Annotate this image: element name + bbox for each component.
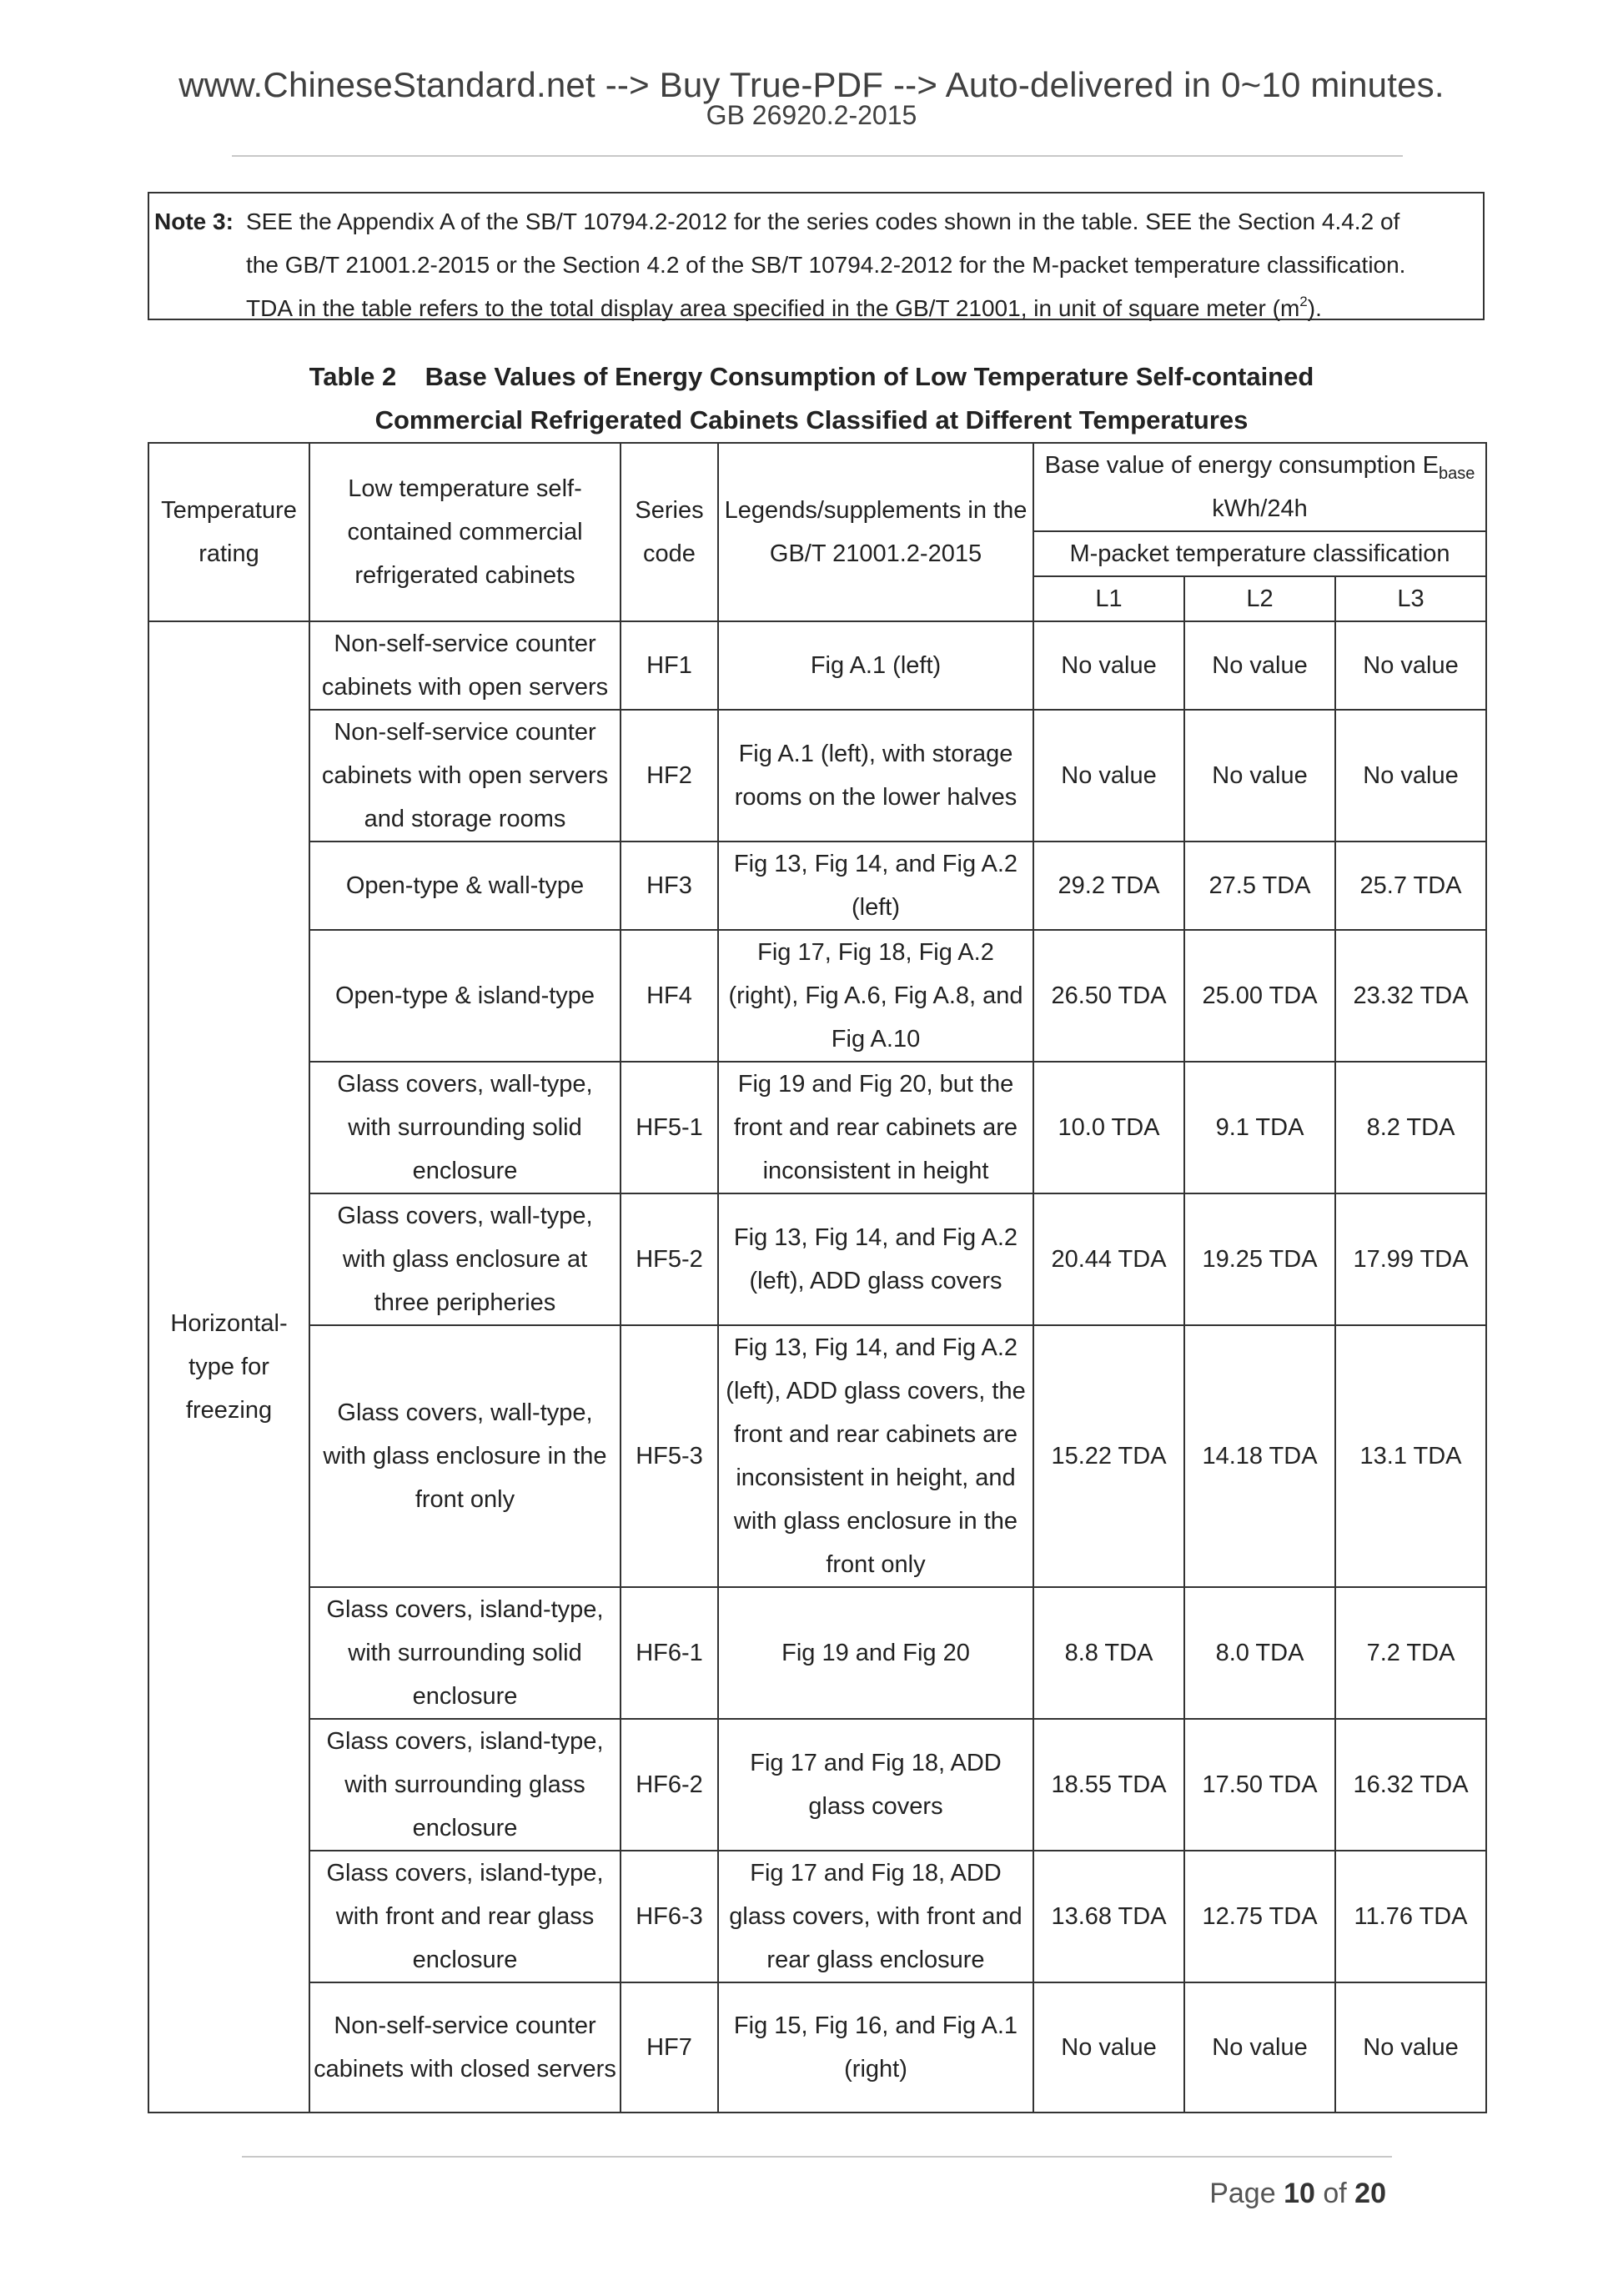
l3-value-cell: 16.32 TDA [1335, 1719, 1486, 1851]
note-line-3-text: TDA in the table refers to the total display area specified in the GB/T 21001, in unit of square meter (m [246, 295, 1300, 321]
l1-value-cell: No value [1033, 710, 1184, 842]
series-code-cell: HF2 [621, 710, 718, 842]
table-row [148, 1325, 1486, 1587]
l2-value-cell: 19.25 TDA [1184, 1193, 1335, 1325]
cabinet-type-cell: Glass covers, wall-type, with surrounding solid enclosure [309, 1062, 621, 1193]
table-title-line-1: Table 2 Base Values of Energy Consumption of Low Temperature Self-contained [309, 362, 1314, 391]
table-row [148, 1587, 1486, 1719]
note-line-3 [246, 287, 1479, 330]
standard-code: GB 26920.2-2015 [706, 100, 917, 130]
legend-cell: Fig 15, Fig 16, and Fig A.1 (right) [718, 1982, 1033, 2113]
cabinet-type-cell: Glass covers, island-type, with surrounding glass enclosure [309, 1719, 621, 1851]
note-text [246, 200, 1479, 330]
l3-value-cell: 7.2 TDA [1335, 1587, 1486, 1719]
l1-value-cell: 20.44 TDA [1033, 1193, 1184, 1325]
page-total: 20 [1354, 2178, 1386, 2209]
l2-value-cell: No value [1184, 710, 1335, 842]
header-l3: L3 [1335, 576, 1486, 621]
series-code-cell: HF5-3 [621, 1325, 718, 1587]
l2-value-cell: No value [1184, 621, 1335, 710]
series-code-cell: HF6-1 [621, 1587, 718, 1719]
series-code-cell: HF5-1 [621, 1062, 718, 1193]
l2-value-cell: No value [1184, 1982, 1335, 2113]
series-code-cell: HF6-2 [621, 1719, 718, 1851]
l3-value-cell: 23.32 TDA [1335, 930, 1486, 1062]
l1-value-cell: 18.55 TDA [1033, 1719, 1184, 1851]
table-row [148, 621, 1486, 710]
l3-value-cell: 25.7 TDA [1335, 842, 1486, 930]
cabinet-type-cell: Glass covers, island-type, with front and rear glass enclosure [309, 1851, 621, 1982]
cabinet-type-cell: Non-self-service counter cabinets with open servers and storage rooms [309, 710, 621, 842]
cabinet-type-cell: Open-type & wall-type [309, 842, 621, 930]
series-code-cell: HF4 [621, 930, 718, 1062]
header-mpacket-classification: M-packet temperature classification [1033, 531, 1486, 576]
l2-value-cell: 12.75 TDA [1184, 1851, 1335, 1982]
l2-value-cell: 9.1 TDA [1184, 1062, 1335, 1193]
l1-value-cell: 8.8 TDA [1033, 1587, 1184, 1719]
legend-cell: Fig 13, Fig 14, and Fig A.2 (left), ADD glass covers, the front and rear cabinets are inconsistent in height, and with glass enclosure in the front only [718, 1325, 1033, 1587]
header-l1: L1 [1033, 576, 1184, 621]
l2-value-cell: 27.5 TDA [1184, 842, 1335, 930]
l3-value-cell: 8.2 TDA [1335, 1062, 1486, 1193]
note-box [148, 192, 1485, 320]
l3-value-cell: No value [1335, 621, 1486, 710]
legend-cell: Fig 17 and Fig 18, ADD glass covers [718, 1719, 1033, 1851]
l1-value-cell: 13.68 TDA [1033, 1851, 1184, 1982]
l3-value-cell: 13.1 TDA [1335, 1325, 1486, 1587]
legend-cell: Fig 17, Fig 18, Fig A.2 (right), Fig A.6, Fig A.8, and Fig A.10 [718, 930, 1033, 1062]
header-l2: L2 [1184, 576, 1335, 621]
note-label: Note 3: [154, 208, 234, 234]
energy-consumption-table [148, 442, 1487, 2113]
table-row [148, 1982, 1486, 2113]
cabinet-type-cell: Glass covers, island-type, with surrounding solid enclosure [309, 1587, 621, 1719]
l3-value-cell: 17.99 TDA [1335, 1193, 1486, 1325]
l1-value-cell: 15.22 TDA [1033, 1325, 1184, 1587]
note-line-3-end: ). [1307, 295, 1322, 321]
page-word: Page [1209, 2178, 1276, 2209]
legend-cell: Fig 19 and Fig 20 [718, 1587, 1033, 1719]
l1-value-cell: 29.2 TDA [1033, 842, 1184, 930]
header-temperature-rating: Temperature rating [148, 443, 309, 621]
table-row [148, 1719, 1486, 1851]
l1-value-cell: No value [1033, 621, 1184, 710]
header-base-value [1033, 443, 1486, 531]
header-legends: Legends/supplements in the GB/T 21001.2-2015 [718, 443, 1033, 621]
series-code-cell: HF6-3 [621, 1851, 718, 1982]
series-code-cell: HF5-2 [621, 1193, 718, 1325]
header-base-value-text: Base value of energy consumption E [1044, 452, 1439, 479]
table-row [148, 1062, 1486, 1193]
series-code-cell: HF1 [621, 621, 718, 710]
l3-value-cell: No value [1335, 1982, 1486, 2113]
legend-cell: Fig A.1 (left), with storage rooms on the lower halves [718, 710, 1033, 842]
l2-value-cell: 14.18 TDA [1184, 1325, 1335, 1587]
footer-divider [242, 2156, 1392, 2158]
table-row [148, 842, 1486, 930]
cabinet-type-cell: Glass covers, wall-type, with glass enclosure at three peripheries [309, 1193, 621, 1325]
cabinet-type-cell: Glass covers, wall-type, with glass enclosure in the front only [309, 1325, 621, 1587]
group-label-horizontal-freezing: Horizontal-type for freezing [148, 621, 309, 2113]
table-row [148, 930, 1486, 1062]
table-title [0, 355, 1623, 442]
series-code-cell: HF3 [621, 842, 718, 930]
header-cabinet-type: Low temperature self-contained commercial refrigerated cabinets [309, 443, 621, 621]
series-code-cell: HF7 [621, 1982, 718, 2113]
table-title-line-2: Commercial Refrigerated Cabinets Classified at Different Temperatures [374, 405, 1249, 435]
header-unit: kWh/24h [1212, 495, 1308, 522]
note-line-2: the GB/T 21001.2-2015 or the Section 4.2 of the SB/T 10794.2-2012 for the M-packet temperature classification. [246, 252, 1406, 278]
header-divider [232, 155, 1403, 157]
legend-cell: Fig 17 and Fig 18, ADD glass covers, with front and rear glass enclosure [718, 1851, 1033, 1982]
page-current: 10 [1284, 2178, 1315, 2209]
note-superscript: 2 [1299, 293, 1308, 309]
l1-value-cell: 10.0 TDA [1033, 1062, 1184, 1193]
l2-value-cell: 8.0 TDA [1184, 1587, 1335, 1719]
header-base-value-subscript: base [1438, 464, 1475, 483]
l2-value-cell: 25.00 TDA [1184, 930, 1335, 1062]
legend-cell: Fig 19 and Fig 20, but the front and rear cabinets are inconsistent in height [718, 1062, 1033, 1193]
table-row [148, 710, 1486, 842]
header-series-code: Series code [621, 443, 718, 621]
header-base-value-title [1038, 444, 1482, 487]
l3-value-cell: No value [1335, 710, 1486, 842]
page-of: of [1323, 2178, 1347, 2209]
l1-value-cell: No value [1033, 1982, 1184, 2113]
cabinet-type-cell: Non-self-service counter cabinets with closed servers [309, 1982, 621, 2113]
legend-cell: Fig A.1 (left) [718, 621, 1033, 710]
l1-value-cell: 26.50 TDA [1033, 930, 1184, 1062]
cabinet-type-cell: Open-type & island-type [309, 930, 621, 1062]
table-row [148, 1851, 1486, 1982]
l2-value-cell: 17.50 TDA [1184, 1719, 1335, 1851]
l3-value-cell: 11.76 TDA [1335, 1851, 1486, 1982]
table-row [148, 1193, 1486, 1325]
page-number [1168, 2177, 1386, 2210]
source-banner: www.ChineseStandard.net --> Buy True-PDF --> Auto-delivered in 0~10 minutes. [178, 65, 1445, 104]
legend-cell: Fig 13, Fig 14, and Fig A.2 (left) [718, 842, 1033, 930]
note-line-1: SEE the Appendix A of the SB/T 10794.2-2012 for the series codes shown in the table. SEE the Section 4.4.2 of [246, 208, 1400, 234]
cabinet-type-cell: Non-self-service counter cabinets with open servers [309, 621, 621, 710]
legend-cell: Fig 13, Fig 14, and Fig A.2 (left), ADD glass covers [718, 1193, 1033, 1325]
